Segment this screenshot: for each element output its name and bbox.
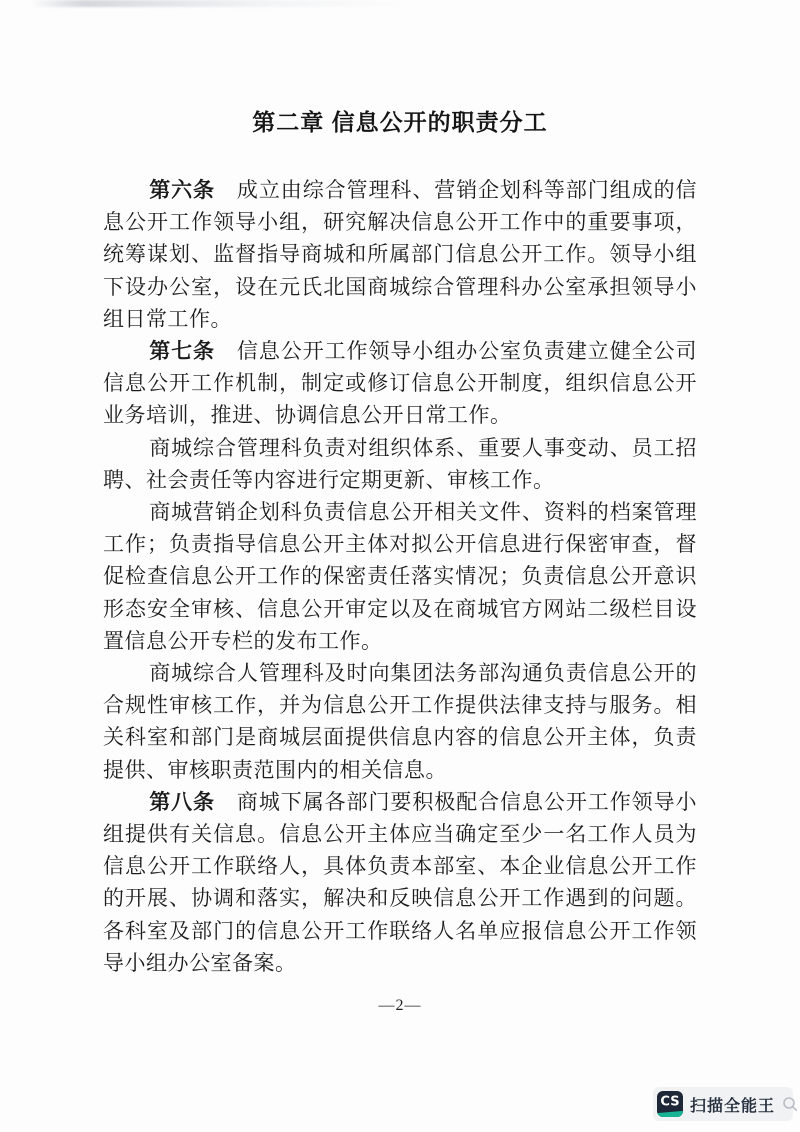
article-number: 第六条 bbox=[149, 178, 237, 202]
paragraph bbox=[103, 496, 697, 657]
paragraph bbox=[103, 786, 697, 979]
scan-artifact bbox=[30, 0, 420, 7]
paragraph-text: 商城下属各部门要积极配合信息公开工作领导小组提供有关信息。信息公开主体应当确定至少一名工作人员为信息公开工作联络人，具体负责本部室、本企业信息公开工作的开展、协调和落实，解决和反映信息公开工作遇到的问题。各科室及部门的信息公开工作联络人名单应报信息公开工作领导小组办公室备案。 bbox=[103, 789, 697, 975]
paragraph-text: 成立由综合管理科、营销企划科等部门组成的信息公开工作领导小组，研究解决信息公开工作中的重要事项，统筹谋划、监督指导商城和所属部门信息公开工作。领导小组下设办公室，设在元氏北国商城综合管理科办公室承担领导小组日常工作。 bbox=[103, 178, 697, 331]
chapter-title: 第二章 信息公开的职责分工 bbox=[252, 109, 548, 135]
document-body bbox=[103, 104, 697, 979]
article-number: 第八条 bbox=[149, 789, 237, 814]
page-number: —2— bbox=[378, 997, 422, 1014]
cs-logo-accent bbox=[657, 1111, 683, 1117]
camscanner-logo-icon bbox=[657, 1091, 683, 1117]
article-number: 第七条 bbox=[149, 339, 237, 364]
paragraph-text: 信息公开工作领导小组办公室负责建立健全公司信息公开工作机制，制定或修订信息公开制度，组织信息公开业务培训，推进、协调信息公开日常工作。 bbox=[103, 339, 697, 428]
camscanner-watermark bbox=[653, 1087, 793, 1121]
cs-logo-letters: CS bbox=[660, 1094, 680, 1110]
paragraph-text: 商城营销企划科负责信息公开相关文件、资料的档案管理工作；负责指导信息公开主体对拟公开信息进行保密审查，督促检查信息公开工作的保密责任落实情况；负责信息公开意识形态安全审核、信息公开审定以及在商城官方网站二级栏目设置信息公开专栏的发布工作。 bbox=[103, 500, 697, 653]
paragraph bbox=[103, 432, 697, 496]
paragraph bbox=[103, 657, 697, 786]
camscanner-label: 扫描全能王 bbox=[690, 1097, 776, 1115]
paragraph bbox=[103, 335, 697, 432]
paragraph-text: 商城综合人管理科及时向集团法务部沟通负责信息公开的合规性审核工作，并为信息公开工作提供法律支持与服务。相关科室和部门是商城层面提供信息内容的信息公开主体，负责提供、审核职责范围内的相关信息。 bbox=[103, 661, 697, 782]
magnifier-icon bbox=[782, 1096, 798, 1112]
paragraph-text: 商城综合管理科负责对组织体系、重要人事变动、员工招聘、社会责任等内容进行定期更新、审核工作。 bbox=[103, 435, 697, 492]
paragraph bbox=[103, 174, 697, 335]
